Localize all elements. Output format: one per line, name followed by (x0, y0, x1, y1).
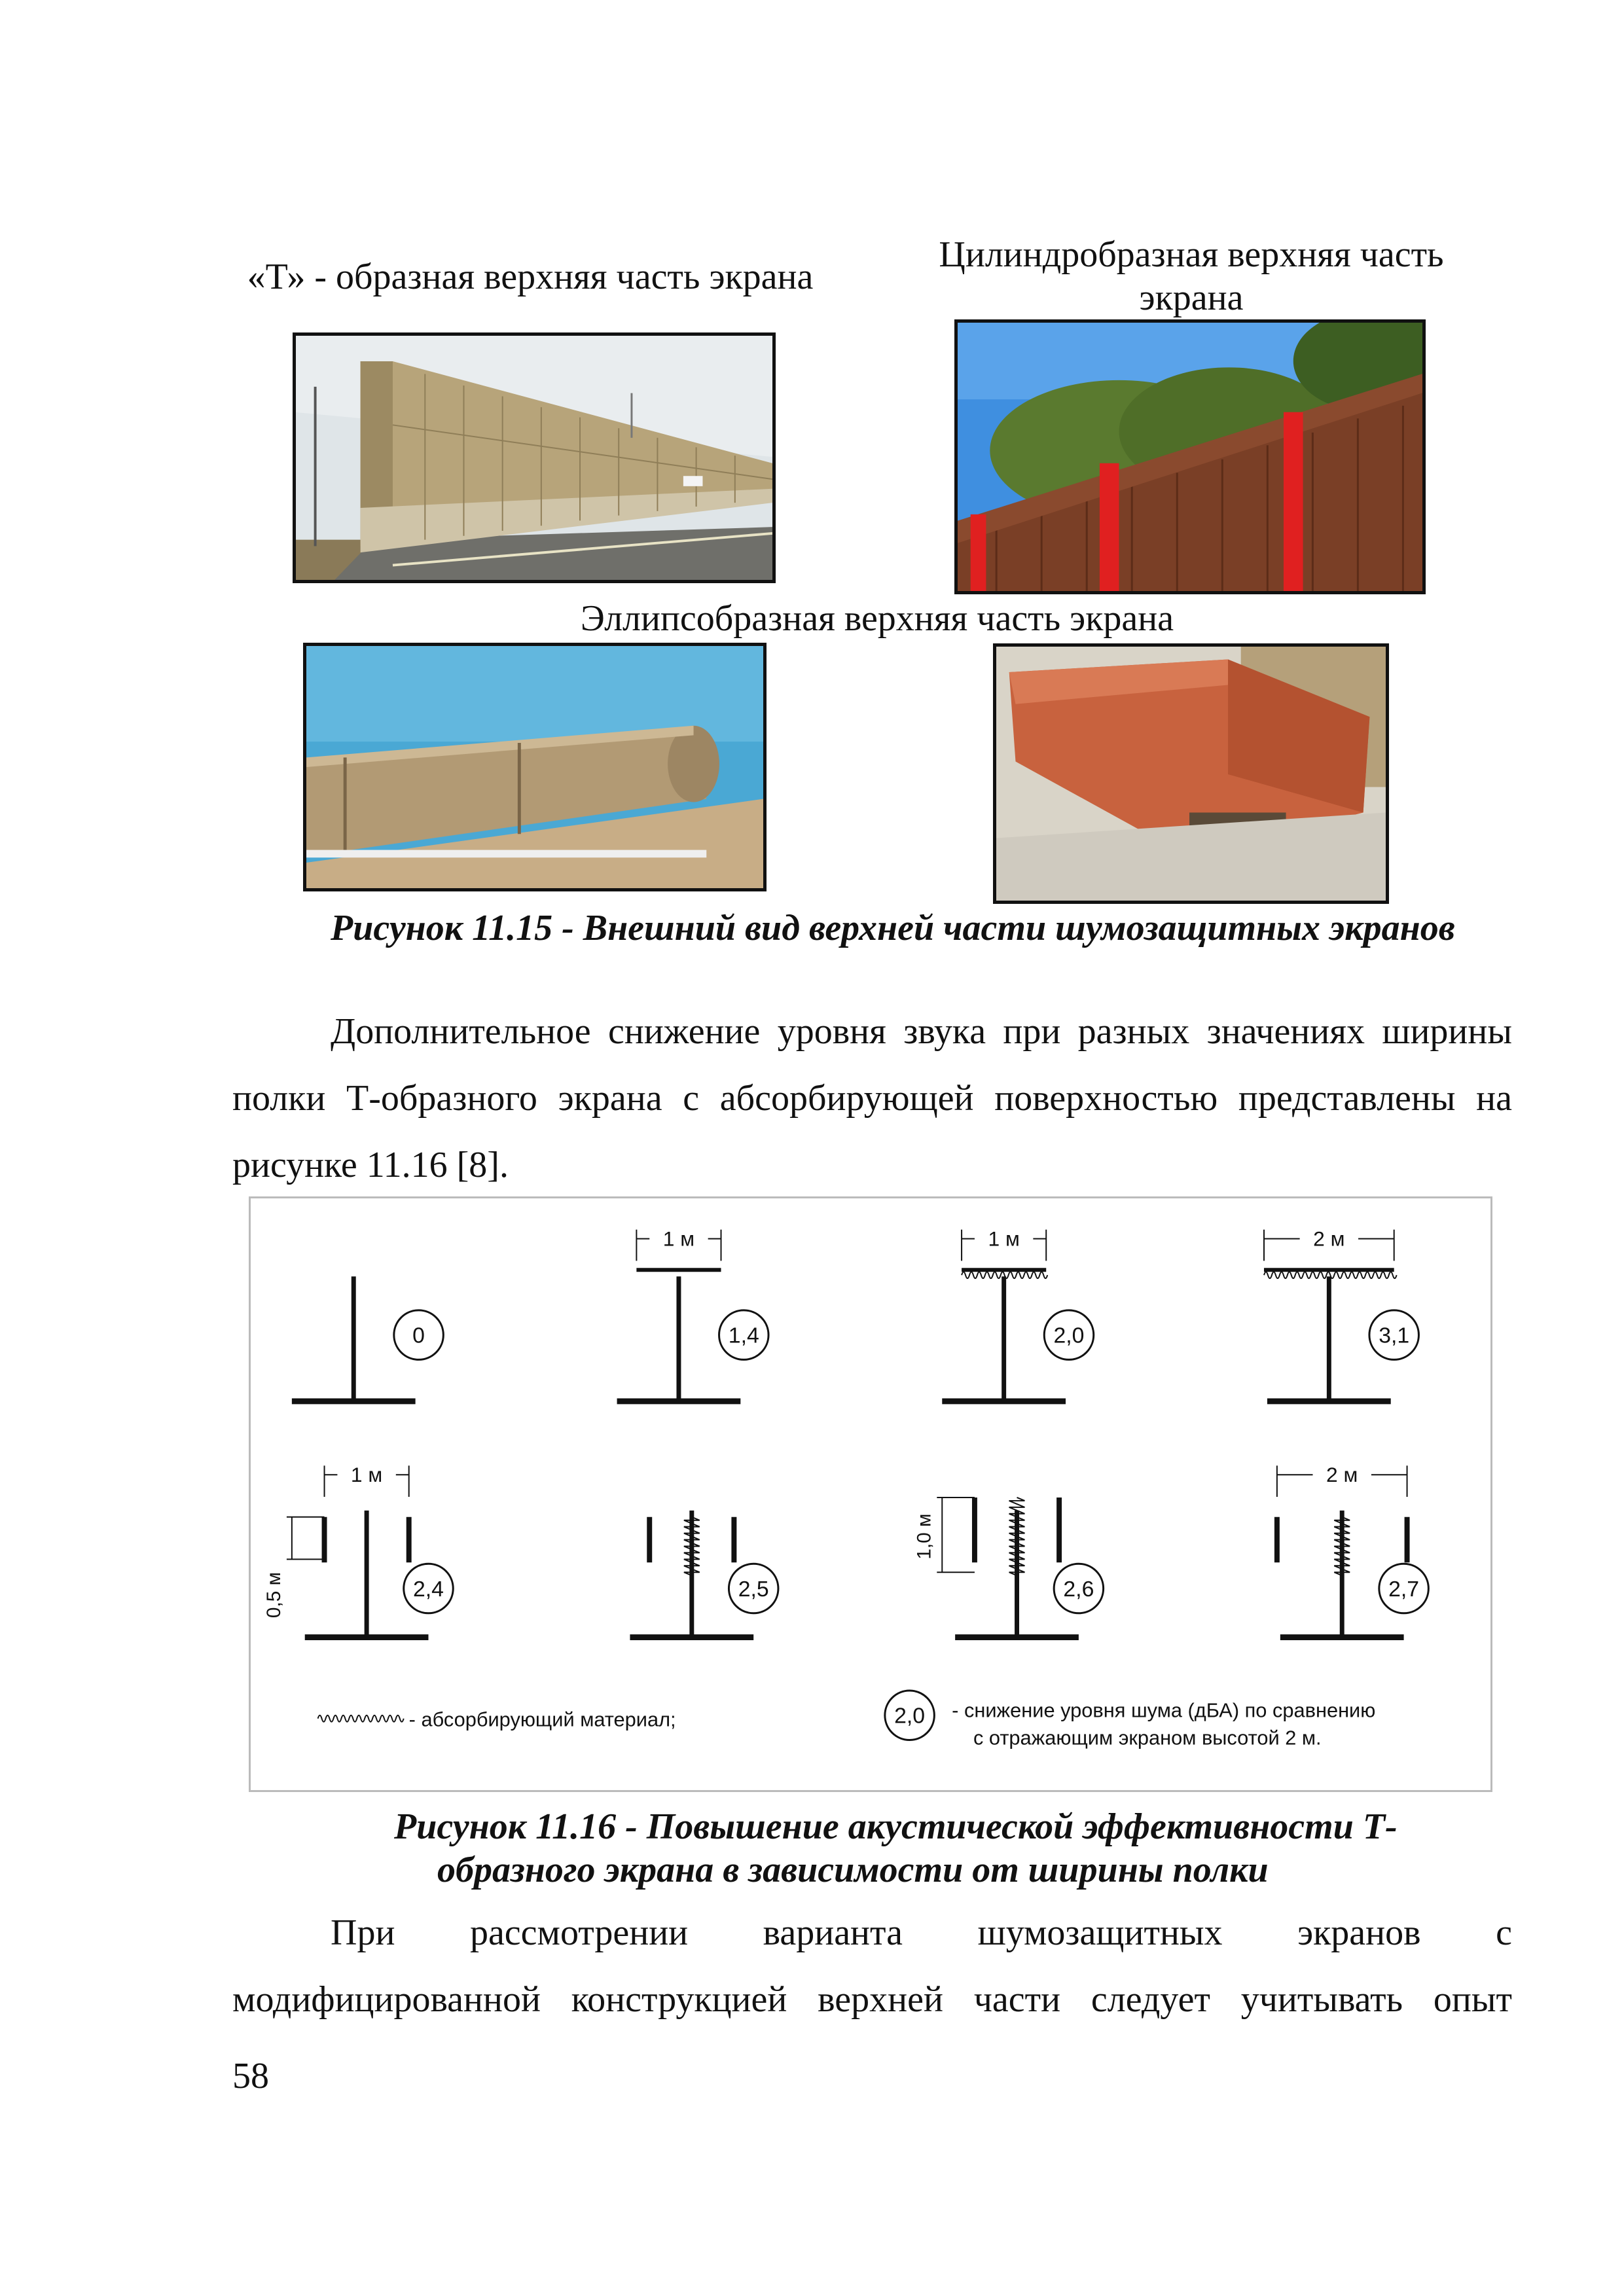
variant-row1-4-value: 3,1 (1379, 1323, 1410, 1348)
figure-11-16-caption-line1: Рисунок 11.16 - Повышение акустической эффективности Т- (394, 1806, 1398, 1847)
variant-row1-2-width-label: 1 м (662, 1227, 695, 1251)
legend-reduction-line1: - снижение уровня шума (дБА) по сравнению (952, 1698, 1376, 1722)
variant-row1-2-value: 1,4 (728, 1323, 759, 1348)
paragraph-1-line1: Дополнительное снижение уровня звука при разных значениях ширины (331, 1011, 1512, 1052)
variant-row1-3-width-label: 1 м (988, 1227, 1020, 1251)
variant-row2-1-width-label: 1 м (350, 1463, 383, 1487)
t-screen-variants (251, 1198, 1490, 1790)
variant-row2-3-value: 2,6 (1063, 1576, 1094, 1602)
variant-row2-4-width-label: 2 м (1326, 1463, 1358, 1487)
legend-absorber-sample (318, 1715, 404, 1722)
label-cylindrical-top-line2: экрана (1139, 278, 1244, 318)
paragraph-2-line2: модифицированной конструкцией верхней части следует учитывать опыт (232, 1979, 1512, 2020)
variant-row1-3-value: 2,0 (1053, 1323, 1085, 1348)
variant-row1-1-value: 0 (412, 1323, 425, 1348)
word: экранов (1297, 1912, 1421, 1953)
paragraph-1-line2: полки Т-образного экрана с абсорбирующей поверхностью представлены на (232, 1078, 1512, 1119)
label-t-shaped-top: «Т» - образная верхняя часть экрана (247, 257, 814, 297)
variant-row2-3-height-label: 1,0 м (913, 1513, 935, 1560)
photo-elliptical-block (993, 643, 1389, 904)
variant-row2-1-height-label: 0,5 м (262, 1571, 285, 1619)
variant-row1-4-width-label: 2 м (1313, 1227, 1345, 1251)
legend-absorbing-text: - абсорбирующий материал; (408, 1708, 676, 1731)
label-elliptical: Эллипсобразная верхняя часть экрана (580, 598, 1174, 639)
figure-11-15-caption: Рисунок 11.15 - Внешний вид верхней части шумозащитных экранов (331, 908, 1455, 948)
variant-row2-1-value: 2,4 (413, 1576, 444, 1602)
figure-11-16-caption-line2: образного экрана в зависимости от ширины полки (437, 1850, 1269, 1890)
figure-11-16-diagram (249, 1196, 1492, 1792)
photo-elliptical-barrier (303, 643, 767, 891)
variant-row2-4-value: 2,7 (1388, 1576, 1420, 1602)
page-number: 58 (232, 2056, 269, 2096)
word: При (331, 1912, 395, 1953)
photo-t-shaped-barrier (293, 332, 776, 583)
paragraph-1-line3: рисунке 11.16 [8]. (232, 1145, 509, 1185)
word: варианта (763, 1912, 903, 1953)
legend-example-value: 2,0 (894, 1703, 926, 1729)
word: рассмотрении (469, 1912, 689, 1953)
word: с (1496, 1912, 1512, 1953)
label-cylindrical-top-line1: Цилиндробразная верхняя часть (939, 234, 1444, 275)
paragraph-2-line1 (232, 1899, 1512, 1966)
variant-row2-2-value: 2,5 (738, 1576, 769, 1602)
legend-reduction-line2: с отражающим экраном высотой 2 м. (973, 1726, 1322, 1749)
photo-cylindrical-barrier (954, 319, 1426, 594)
word: шумозащитных (977, 1912, 1223, 1953)
